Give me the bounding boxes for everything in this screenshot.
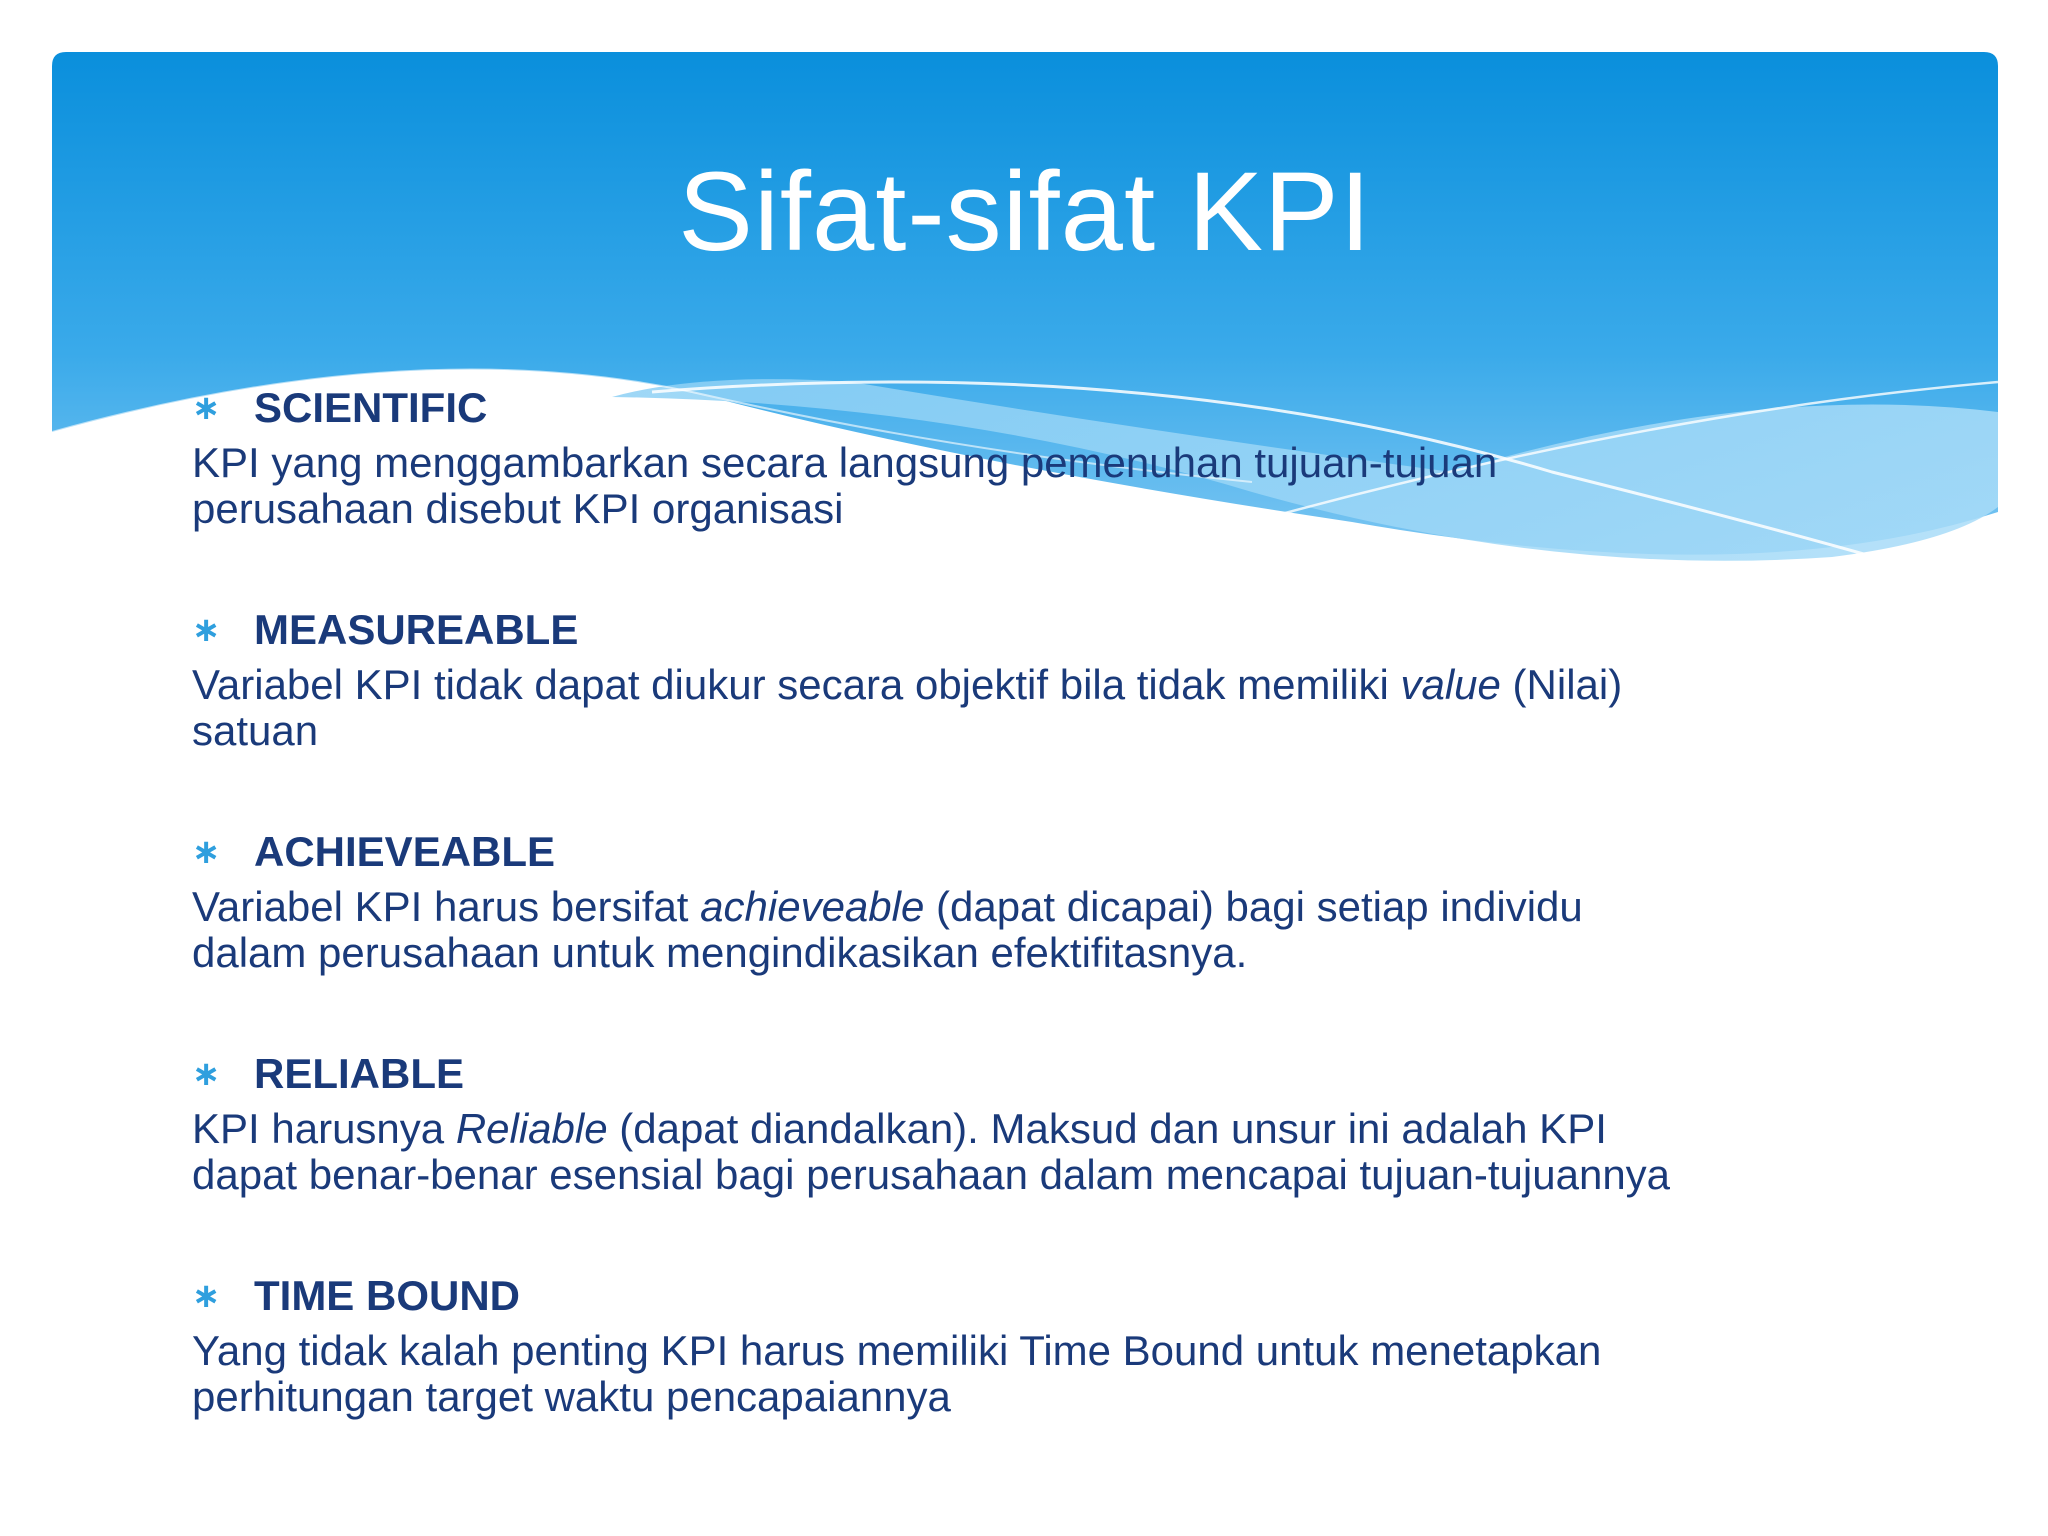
- item-heading: RELIABLE: [254, 1050, 464, 1097]
- asterisk-icon: ∗: [192, 833, 221, 871]
- item-description: Variabel KPI harus bersifat achieveable (dapat dicapai) bagi setiap individu dalam perusahaan untuk mengindikasikan efektifitasnya.: [192, 883, 1583, 976]
- list-item-time-bound: [192, 1268, 1872, 1490]
- item-heading: ACHIEVEABLE: [254, 828, 556, 875]
- item-description: KPI harusnya Reliable (dapat diandalkan). Maksud dan unsur ini adalah KPI dapat benar-benar esensial bagi perusahaan dalam mencapai tujuan-tujuannya: [192, 1105, 1671, 1198]
- list-item-scientific: [192, 380, 1872, 602]
- kpi-properties-list: [192, 380, 1872, 1490]
- asterisk-icon: ∗: [192, 389, 221, 427]
- item-description: Yang tidak kalah penting KPI harus memiliki Time Bound untuk menetapkan perhitungan target waktu pencapaiannya: [192, 1327, 1602, 1420]
- item-heading: TIME BOUND: [254, 1272, 520, 1319]
- asterisk-icon: ∗: [192, 611, 221, 649]
- asterisk-icon: ∗: [192, 1055, 221, 1093]
- item-description: KPI yang menggambarkan secara langsung pemenuhan tujuan-tujuan perusahaan disebut KPI organisasi: [192, 439, 1498, 532]
- item-description: Variabel KPI tidak dapat diukur secara objektif bila tidak memiliki value (Nilai) satuan: [192, 661, 1623, 754]
- list-item-measureable: [192, 602, 1872, 824]
- asterisk-icon: ∗: [192, 1277, 221, 1315]
- slide-title: Sifat-sifat KPI: [678, 149, 1372, 274]
- list-item-reliable: [192, 1046, 1872, 1268]
- item-heading: SCIENTIFIC: [254, 384, 488, 431]
- list-item-achieveable: [192, 824, 1872, 1046]
- item-heading: MEASUREABLE: [254, 606, 579, 653]
